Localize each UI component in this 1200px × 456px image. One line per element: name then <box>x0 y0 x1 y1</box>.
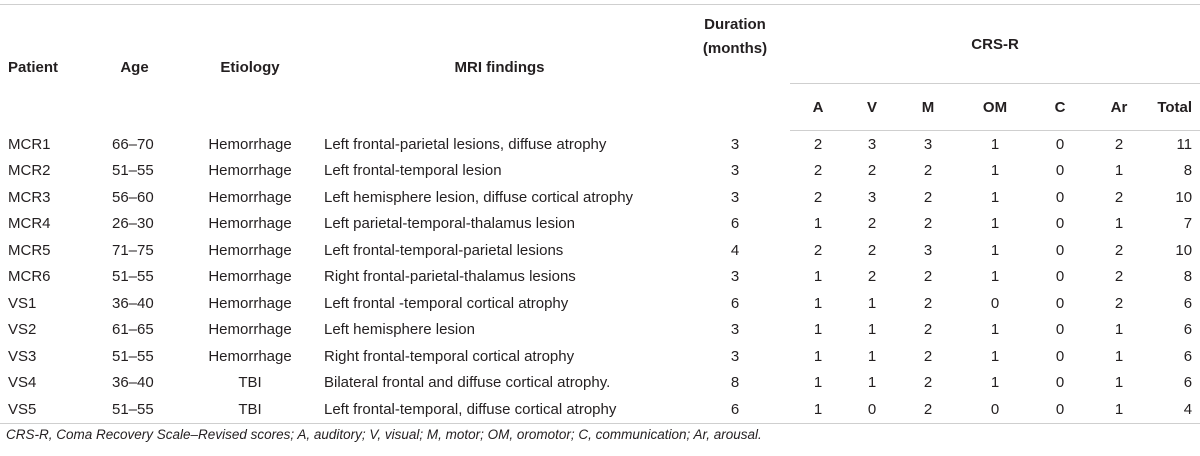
cell-duration: 6 <box>680 396 790 423</box>
cell-duration: 6 <box>730 215 740 233</box>
table-body <box>0 131 1200 424</box>
cell-om: 1 <box>990 347 1000 365</box>
cell-duration: 3 <box>730 162 740 180</box>
table-row <box>0 158 1200 185</box>
cell-v: 0 <box>846 396 898 423</box>
table-row <box>0 131 1200 158</box>
cell-v: 2 <box>867 241 877 259</box>
cell-c: 0 <box>1055 188 1065 206</box>
cell-patient: MCR3 <box>8 188 51 206</box>
subheader-v: V <box>846 84 898 131</box>
header-duration-line2: (months) <box>702 40 768 57</box>
cell-m: 2 <box>923 294 933 312</box>
cell-m: 2 <box>923 188 933 206</box>
cell-m: 2 <box>923 268 933 286</box>
cell-ar: 2 <box>1114 294 1124 312</box>
cell-a: 2 <box>813 241 823 259</box>
cell-age: 61–65 <box>112 321 154 339</box>
cell-total: 8 <box>1183 162 1193 180</box>
cell-c: 0 <box>1055 135 1065 153</box>
cell-patient: VS4 <box>8 374 37 392</box>
cell-patient: MCR6 <box>8 268 51 286</box>
header-mri-findings: MRI findings <box>320 5 680 131</box>
cell-mri-findings: Left frontal -temporal cortical atrophy <box>324 294 569 312</box>
table-row <box>0 184 1200 211</box>
table-row <box>0 370 1200 397</box>
cell-om: 1 <box>990 321 1000 339</box>
cell-m: 3 <box>923 135 933 153</box>
cell-mri-findings: Left frontal-parietal lesions, diffuse atrophy <box>324 135 607 153</box>
cell-patient: VS5 <box>0 396 90 423</box>
cell-v: 2 <box>867 268 877 286</box>
cell-om: 1 <box>990 135 1000 153</box>
cell-duration: 8 <box>730 374 740 392</box>
subheader-om: OM <box>958 84 1032 131</box>
table-row <box>0 396 1200 423</box>
subheader-m: M <box>898 84 958 131</box>
cell-total: 6 <box>1183 294 1193 312</box>
cell-patient: MCR1 <box>8 135 51 153</box>
cell-ar: 2 <box>1114 135 1124 153</box>
cell-patient: VS1 <box>8 294 37 312</box>
cell-duration: 3 <box>730 321 740 339</box>
cell-mri-findings: Left hemisphere lesion <box>324 321 475 339</box>
cell-etiology: Hemorrhage <box>208 241 292 259</box>
cell-om: 1 <box>990 215 1000 233</box>
cell-age: 51–55 <box>112 347 154 365</box>
cell-om: 1 <box>990 162 1000 180</box>
cell-v: 3 <box>867 188 877 206</box>
cell-etiology: Hemorrhage <box>208 321 292 339</box>
cell-duration: 4 <box>730 241 740 259</box>
cell-ar: 2 <box>1114 188 1124 206</box>
cell-om: 1 <box>990 188 1000 206</box>
cell-v: 2 <box>867 162 877 180</box>
header-patient: Patient <box>0 5 90 131</box>
cell-om: 1 <box>990 268 1000 286</box>
cell-duration: 3 <box>730 268 740 286</box>
cell-v: 1 <box>867 374 877 392</box>
cell-etiology: TBI <box>238 374 262 392</box>
cell-duration: 6 <box>730 294 740 312</box>
cell-etiology: Hemorrhage <box>208 294 292 312</box>
cell-om: 0 <box>958 396 1032 423</box>
cell-etiology: Hemorrhage <box>208 268 292 286</box>
header-row <box>0 5 1200 84</box>
subheader-ar: Ar <box>1088 84 1150 131</box>
cell-a: 1 <box>790 396 846 423</box>
cell-c: 0 <box>1055 215 1065 233</box>
cell-ar: 2 <box>1114 241 1124 259</box>
cell-a: 1 <box>813 347 823 365</box>
cell-m: 2 <box>923 162 933 180</box>
cell-age: 51–55 <box>90 396 180 423</box>
cell-total: 8 <box>1183 268 1193 286</box>
cell-v: 2 <box>867 215 877 233</box>
cell-patient: VS3 <box>8 347 37 365</box>
header-duration <box>680 5 790 131</box>
cell-total: 6 <box>1183 347 1193 365</box>
cell-mri-findings: Bilateral frontal and diffuse cortical atrophy. <box>324 374 611 392</box>
cell-total: 10 <box>1175 188 1193 206</box>
cell-patient: MCR4 <box>8 215 51 233</box>
header-duration-line1: Duration <box>704 16 766 33</box>
cell-duration: 3 <box>730 188 740 206</box>
cell-c: 0 <box>1055 321 1065 339</box>
cell-c: 0 <box>1055 294 1065 312</box>
cell-c: 0 <box>1032 396 1088 423</box>
cell-ar: 1 <box>1114 321 1124 339</box>
cell-patient: VS2 <box>8 321 37 339</box>
cell-total: 10 <box>1175 241 1193 259</box>
cell-duration: 3 <box>730 347 740 365</box>
cell-ar: 1 <box>1114 215 1124 233</box>
cell-age: 56–60 <box>112 188 154 206</box>
header-etiology: Etiology <box>180 5 320 131</box>
cell-patient: MCR5 <box>8 241 51 259</box>
cell-etiology: Hemorrhage <box>208 347 292 365</box>
cell-ar: 1 <box>1088 396 1150 423</box>
cell-v: 1 <box>867 294 877 312</box>
cell-ar: 1 <box>1114 374 1124 392</box>
cell-c: 0 <box>1055 241 1065 259</box>
cell-mri-findings: Right frontal-parietal-thalamus lesions <box>324 268 576 286</box>
cell-a: 1 <box>813 294 823 312</box>
cell-a: 1 <box>813 374 823 392</box>
cell-v: 3 <box>867 135 877 153</box>
cell-c: 0 <box>1055 268 1065 286</box>
cell-total: 4 <box>1150 396 1200 423</box>
cell-om: 1 <box>990 374 1000 392</box>
subheader-total: Total <box>1150 84 1200 131</box>
table-row <box>0 343 1200 370</box>
cell-ar: 2 <box>1114 268 1124 286</box>
cell-a: 1 <box>813 268 823 286</box>
cell-age: 36–40 <box>112 294 154 312</box>
table-row <box>0 211 1200 238</box>
cell-m: 3 <box>923 241 933 259</box>
table-row <box>0 237 1200 264</box>
cell-mri-findings: Left frontal-temporal, diffuse cortical atrophy <box>320 396 680 423</box>
cell-age: 26–30 <box>112 215 154 233</box>
table-row <box>0 317 1200 344</box>
cell-v: 1 <box>867 321 877 339</box>
cell-m: 2 <box>923 215 933 233</box>
cell-m: 2 <box>923 374 933 392</box>
cell-mri-findings: Right frontal-temporal cortical atrophy <box>324 347 575 365</box>
cell-a: 2 <box>813 162 823 180</box>
table-row <box>0 290 1200 317</box>
cell-ar: 1 <box>1114 162 1124 180</box>
cell-total: 11 <box>1176 135 1193 153</box>
cell-etiology: Hemorrhage <box>208 188 292 206</box>
cell-duration: 3 <box>730 135 740 153</box>
cell-mri-findings: Left frontal-temporal-parietal lesions <box>324 241 564 259</box>
cell-m: 2 <box>898 396 958 423</box>
cell-etiology: Hemorrhage <box>208 215 292 233</box>
table-row <box>0 264 1200 291</box>
cell-age: 66–70 <box>112 135 154 153</box>
cell-etiology: TBI <box>180 396 320 423</box>
cell-m: 2 <box>923 321 933 339</box>
header-crs-r: CRS-R <box>790 5 1200 84</box>
cell-c: 0 <box>1055 347 1065 365</box>
cell-etiology: Hemorrhage <box>208 162 292 180</box>
cell-age: 71–75 <box>112 241 154 259</box>
cell-total: 6 <box>1183 321 1193 339</box>
cell-a: 2 <box>813 135 823 153</box>
cell-patient: MCR2 <box>8 162 51 180</box>
cell-etiology: Hemorrhage <box>208 135 292 153</box>
cell-m: 2 <box>923 347 933 365</box>
cell-total: 6 <box>1183 374 1193 392</box>
cell-age: 51–55 <box>112 268 154 286</box>
cell-c: 0 <box>1055 162 1065 180</box>
table-footnote: CRS-R, Coma Recovery Scale–Revised scores; A, auditory; V, visual; M, motor; OM, oromotor; C, communication; Ar, arousal. <box>6 427 762 442</box>
cell-ar: 1 <box>1114 347 1124 365</box>
patient-table <box>0 4 1200 424</box>
cell-mri-findings: Left hemisphere lesion, diffuse cortical atrophy <box>324 188 634 206</box>
cell-om: 1 <box>990 241 1000 259</box>
cell-om: 0 <box>990 294 1000 312</box>
subheader-a: A <box>790 84 846 131</box>
cell-a: 1 <box>813 215 823 233</box>
header-age: Age <box>90 5 180 131</box>
cell-age: 51–55 <box>112 162 154 180</box>
cell-mri-findings: Left frontal-temporal lesion <box>324 162 502 180</box>
cell-a: 2 <box>813 188 823 206</box>
cell-mri-findings: Left parietal-temporal-thalamus lesion <box>324 215 575 233</box>
cell-total: 7 <box>1183 215 1193 233</box>
cell-v: 1 <box>867 347 877 365</box>
subheader-c: C <box>1032 84 1088 131</box>
cell-c: 0 <box>1055 374 1065 392</box>
cell-age: 36–40 <box>112 374 154 392</box>
cell-a: 1 <box>813 321 823 339</box>
